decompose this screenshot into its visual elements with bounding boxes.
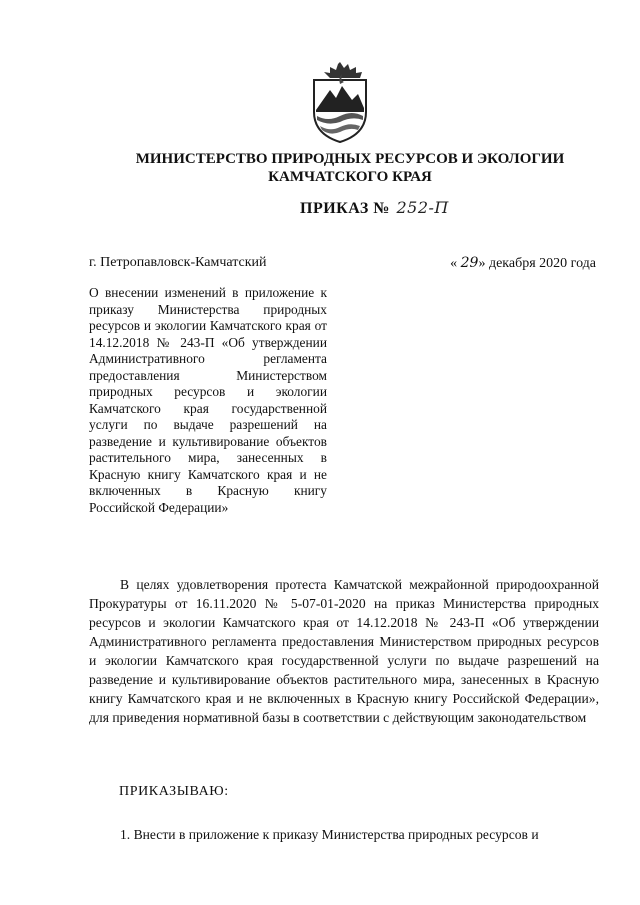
order-number: 252-П <box>396 198 449 217</box>
date-day: 29 <box>460 255 479 271</box>
order-date <box>450 255 596 272</box>
ministry-name-line1: МИНИСТЕРСТВО ПРИРОДНЫХ РЕСУРСОВ И ЭКОЛОГИИ <box>135 151 565 167</box>
place-of-issue: г. Петропавловск-Камчатский <box>89 255 267 270</box>
decree-word: ПРИКАЗЫВАЮ: <box>119 784 229 799</box>
ministry-name-line2: КАМЧАТСКОГО КРАЯ <box>268 169 432 185</box>
date-rest: » декабря 2020 года <box>478 256 596 271</box>
preamble-paragraph: В целях удовлетворения протеста Камчатской межрайонной природоохранной Прокуратуры от 16.11.2020 № 5-07-01-2020 на приказ Министерства природных ресурсов и экологии Камчатского края от 14.12.2018 № 243-П «Об утверждении Административного регламента предоставления Министерством природных ресурсов и экологии Камчатского края государственной услуги по выдаче разрешений на разведение и культивирование объектов растительного мира, занесенных в Красную книгу Камчатского края и не включенных в Красную книгу Российской Федерации», для приведения нормативной базы в соответствии с действующим законодательством <box>89 577 599 725</box>
date-open-quote: « <box>450 256 458 271</box>
point-1: 1. Внести в приложение к приказу Министерства природных ресурсов и <box>120 827 539 842</box>
order-heading <box>300 198 449 218</box>
order-title: ПРИКАЗ № <box>300 200 390 217</box>
order-subject: О внесении изменений в приложение к приказу Министерства природных ресурсов и экологии Камчатского края от 14.12.2018 № 243-П «Об утверждении Административного регламента предоставления Министерством природных ресурсов и экологии Камчатского края государственной услуги по выдаче разрешений на разведение и культивирование объектов растительного мира, занесенных в Красную книгу Камчатского края и не включенных в Красную книгу Российской Федерации» <box>89 285 327 515</box>
kamchatka-coat-of-arms-icon <box>300 60 380 144</box>
